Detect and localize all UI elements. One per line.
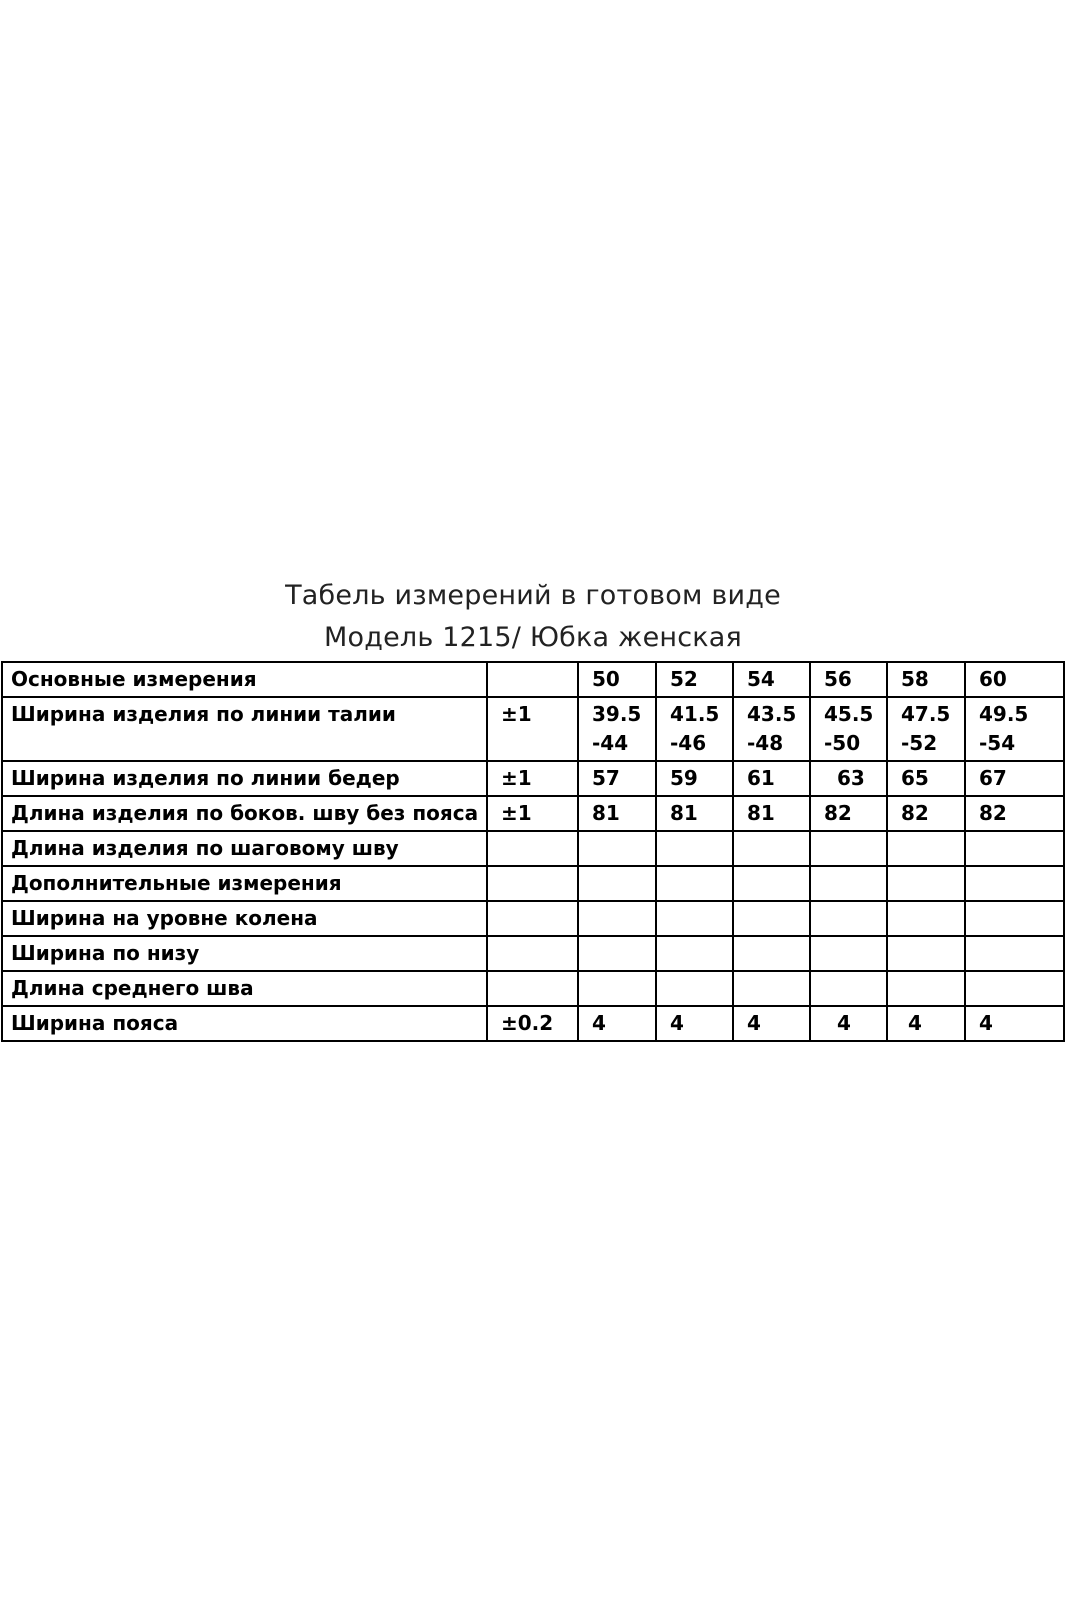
size-value-56: 4 [810, 1006, 887, 1041]
range-end: -52 [901, 731, 938, 755]
table-row [2, 1006, 1064, 1041]
size-value-54: 81 [733, 796, 810, 831]
size-value-56 [810, 866, 887, 901]
document-title: Табель измерений в готовом виде [285, 580, 781, 611]
size-header-56: 56 [810, 662, 887, 697]
table-row [2, 761, 1064, 796]
row-tolerance [487, 831, 578, 866]
size-value-60: 4 [965, 1006, 1064, 1041]
range-end: -54 [979, 731, 1016, 755]
size-value-50 [578, 936, 656, 971]
size-value-50 [578, 971, 656, 1006]
size-value-58 [887, 831, 965, 866]
size-value-50: 57 [578, 761, 656, 796]
table-header-row [2, 662, 1064, 697]
size-header-50: 50 [578, 662, 656, 697]
row-tolerance: ±1 [487, 796, 578, 831]
table-row [2, 936, 1064, 971]
size-value-60 [965, 936, 1064, 971]
size-value-52: 59 [656, 761, 733, 796]
size-value-50 [578, 866, 656, 901]
table-row [2, 866, 1064, 901]
size-value-52 [656, 901, 733, 936]
size-value-56 [810, 901, 887, 936]
size-value-60 [965, 831, 1064, 866]
row-tolerance: ±1 [487, 761, 578, 796]
row-tolerance [487, 866, 578, 901]
range-start: 47.5 [901, 702, 951, 726]
size-value-50: 4 [578, 1006, 656, 1041]
range-start: 49.5 [979, 702, 1029, 726]
size-value-52 [656, 971, 733, 1006]
size-value-58 [887, 971, 965, 1006]
size-value-60 [965, 971, 1064, 1006]
size-value-58 [887, 697, 965, 761]
size-value-56 [810, 697, 887, 761]
range-end: -46 [670, 731, 707, 755]
size-value-58 [887, 936, 965, 971]
size-value-60 [965, 866, 1064, 901]
row-label: Дополнительные измерения [2, 866, 487, 901]
row-tolerance [487, 901, 578, 936]
size-value-58: 65 [887, 761, 965, 796]
row-label: Ширина на уровне колена [2, 901, 487, 936]
size-value-50: 81 [578, 796, 656, 831]
size-value-54 [733, 697, 810, 761]
range-end: -44 [592, 731, 629, 755]
size-value-58 [887, 901, 965, 936]
row-label: Ширина пояса [2, 1006, 487, 1041]
size-value-56: 82 [810, 796, 887, 831]
size-header-52: 52 [656, 662, 733, 697]
table-row [2, 697, 1064, 761]
range-end: -48 [747, 731, 784, 755]
size-table [1, 661, 1065, 1042]
range-start: 39.5 [592, 702, 642, 726]
row-label: Ширина изделия по линии талии [2, 697, 487, 761]
range-start: 41.5 [670, 702, 720, 726]
range-end: -50 [824, 731, 861, 755]
size-value-52 [656, 697, 733, 761]
size-value-52 [656, 936, 733, 971]
size-value-52: 81 [656, 796, 733, 831]
size-value-60: 67 [965, 761, 1064, 796]
row-label: Ширина изделия по линии бедер [2, 761, 487, 796]
size-value-54: 4 [733, 1006, 810, 1041]
range-start: 43.5 [747, 702, 797, 726]
row-tolerance [487, 971, 578, 1006]
size-value-54 [733, 866, 810, 901]
size-header-58: 58 [887, 662, 965, 697]
table-row [2, 901, 1064, 936]
row-label: Ширина по низу [2, 936, 487, 971]
size-value-52 [656, 866, 733, 901]
size-value-58: 4 [887, 1006, 965, 1041]
row-tolerance: ±1 [487, 697, 578, 761]
size-header-54: 54 [733, 662, 810, 697]
size-value-58 [887, 866, 965, 901]
row-label: Длина изделия по боков. шву без пояса [2, 796, 487, 831]
table-row [2, 831, 1064, 866]
size-value-52 [656, 831, 733, 866]
size-value-60: 82 [965, 796, 1064, 831]
row-tolerance: ±0.2 [487, 1006, 578, 1041]
row-label: Длина изделия по шаговому шву [2, 831, 487, 866]
row-label: Длина среднего шва [2, 971, 487, 1006]
size-value-50 [578, 697, 656, 761]
table-row [2, 971, 1064, 1006]
size-value-54 [733, 901, 810, 936]
size-value-50 [578, 831, 656, 866]
size-value-54 [733, 831, 810, 866]
size-header-60: 60 [965, 662, 1064, 697]
size-value-56: 63 [810, 761, 887, 796]
size-value-56 [810, 971, 887, 1006]
size-value-58: 82 [887, 796, 965, 831]
row-tolerance [487, 936, 578, 971]
range-start: 45.5 [824, 702, 874, 726]
document-subtitle: Модель 1215/ Юбка женская [323, 622, 742, 653]
size-value-54 [733, 936, 810, 971]
size-value-56 [810, 831, 887, 866]
size-value-56 [810, 936, 887, 971]
size-value-60 [965, 697, 1064, 761]
header-label: Основные измерения [2, 662, 487, 697]
size-table-body [2, 662, 1064, 1041]
size-value-52: 4 [656, 1006, 733, 1041]
size-value-54 [733, 971, 810, 1006]
size-value-54: 61 [733, 761, 810, 796]
size-value-50 [578, 901, 656, 936]
table-row [2, 796, 1064, 831]
size-value-60 [965, 901, 1064, 936]
header-tolerance [487, 662, 578, 697]
